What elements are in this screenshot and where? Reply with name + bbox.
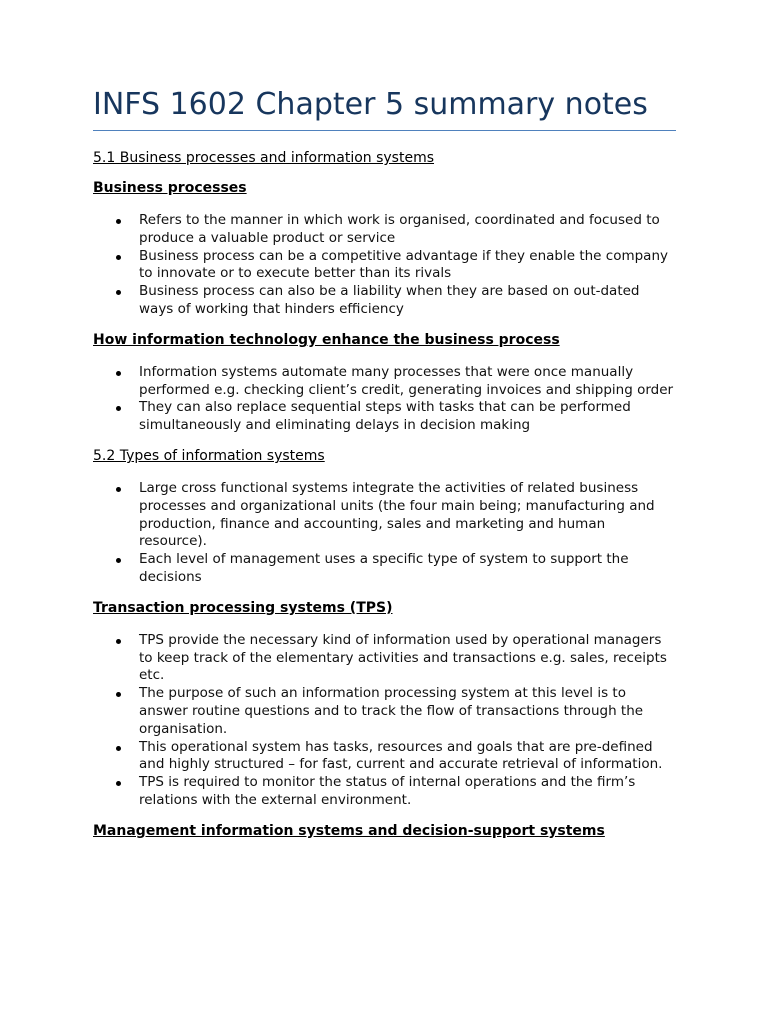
bullet-icon (116, 781, 121, 786)
list-item: Large cross functional systems integrate the activities of related business processes and organizational units (the four main being; manufacturing and production, finance and accounting, sales and marketing and human resource). (139, 480, 676, 551)
bullet-icon (116, 487, 121, 492)
bullet-list-business-processes (93, 212, 676, 319)
section-heading-5-1: 5.1 Business processes and information systems (93, 150, 435, 166)
subheading-business-processes: Business processes (93, 180, 247, 196)
list-item: Each level of management uses a specific type of system to support the decisions (139, 551, 676, 587)
list-item: Information systems automate many processes that were once manually performed e.g. checking client’s credit, generating invoices and shipping order (139, 364, 676, 400)
list-item: TPS provide the necessary kind of information used by operational managers to keep track of the elementary activities and transactions e.g. sales, receipts etc. (139, 632, 676, 685)
bullet-icon (116, 746, 121, 751)
list-item: Business process can also be a liability when they are based on out-dated ways of working that hinders efficiency (139, 283, 676, 319)
bullet-list-types-of-is (93, 480, 676, 587)
subheading-mis-dss: Management information systems and decision-support systems (93, 822, 605, 839)
list-item: This operational system has tasks, resources and goals that are pre-defined and highly structured – for fast, current and accurate retrieval of information. (139, 739, 676, 775)
section-heading-5-2: 5.2 Types of information systems (93, 447, 325, 464)
bullet-icon (116, 692, 121, 697)
bullet-icon (116, 371, 121, 376)
bullet-icon (116, 406, 121, 411)
list-item: TPS is required to monitor the status of internal operations and the firm’s relations with the external environment. (139, 774, 676, 810)
subheading-tps: Transaction processing systems (TPS) (93, 599, 393, 616)
list-item: The purpose of such an information processing system at this level is to answer routine questions and to track the flow of transactions through the organisation. (139, 685, 676, 738)
list-item: Business process can be a competitive advantage if they enable the company to innovate or to execute better than its rivals (139, 248, 676, 284)
list-item: Refers to the manner in which work is organised, coordinated and focused to produce a valuable product or service (139, 212, 676, 248)
bullet-icon (116, 558, 121, 563)
page-title: INFS 1602 Chapter 5 summary notes (93, 86, 676, 131)
bullet-list-tps (93, 632, 676, 810)
bullet-list-it-enhance (93, 364, 676, 435)
bullet-icon (116, 290, 121, 295)
subheading-it-enhance: How information technology enhance the business process (93, 331, 560, 348)
bullet-icon (116, 639, 121, 644)
bullet-icon (116, 255, 121, 260)
list-item: They can also replace sequential steps with tasks that can be performed simultaneously and eliminating delays in decision making (139, 399, 676, 435)
bullet-icon (116, 219, 121, 224)
